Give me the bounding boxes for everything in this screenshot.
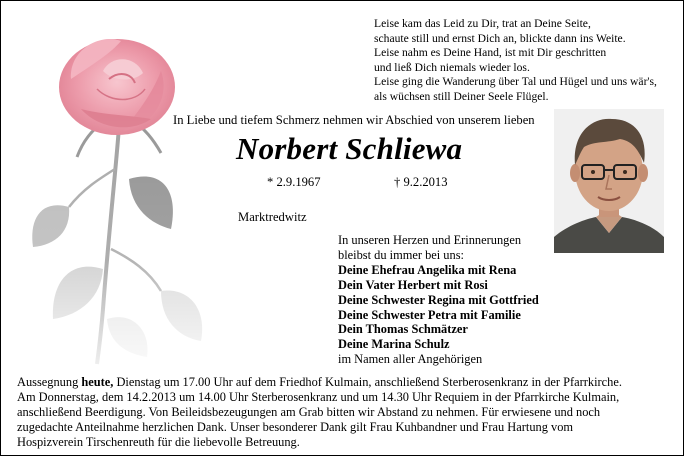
funeral-text: Aussegnung: [17, 375, 82, 389]
mourner-name: Dein Thomas Schmätzer: [338, 322, 468, 337]
funeral-details: [17, 375, 679, 450]
farewell-intro: In Liebe und tiefem Schmerz nehmen wir Abschied von unserem lieben: [173, 113, 535, 127]
birth-date: * 2.9.1967: [267, 175, 321, 189]
poem: [374, 17, 674, 105]
funeral-line: anschließend Beerdigung. Von Beileidsbezeugungen am Grab bitten wir Abstand zu nehmen. Für erwiesene und noch: [17, 404, 601, 419]
poem-line: als wüchsen still Deiner Seele Flügel.: [374, 89, 549, 103]
deceased-name: Norbert Schliewa: [236, 131, 463, 166]
poem-line: Leise kam das Leid zu Dir, trat an Deine Seite,: [374, 17, 591, 30]
mourner-name: Deine Schwester Regina mit Gottfried: [338, 292, 539, 307]
mourner-name: Deine Ehefrau Angelika mit Rena: [338, 262, 517, 277]
funeral-line: zugedachte Anteilnahme herzlichen Dank. Unser besonderer Dank gilt Frau Kuhbandner und Frau Hartung vom: [17, 419, 574, 434]
mourners-intro: In unseren Herzen und Erinnerungen: [338, 233, 522, 247]
poem-line: schaute still und ernst Dich an, blickte dann ins Weite.: [374, 31, 626, 45]
poem-line: Leise nahm es Deine Hand, ist mit Dir geschritten: [374, 46, 607, 60]
portrait-photo: [554, 109, 664, 253]
funeral-text: Dienstag um 17.00 Uhr auf dem Friedhof Kulmain, anschließend Sterberosenkranz in der Pfarrkirche.: [113, 375, 622, 389]
mourner-name: Dein Vater Herbert mit Rosi: [338, 277, 488, 292]
funeral-line: [17, 375, 679, 390]
death-date: † 9.2.2013: [394, 175, 448, 189]
funeral-line: Am Donnerstag, dem 14.2.2013 um 14.00 Uhr Sterberosenkranz und um 14.30 Uhr Requiem in der Pfarrkirche Kulmain,: [17, 389, 620, 404]
mourner-name: Deine Schwester Petra mit Familie: [338, 307, 521, 322]
mourners-closing: im Namen aller Angehörigen: [338, 352, 483, 367]
hometown: Marktredwitz: [238, 210, 307, 224]
mourner-name: Deine Marina Schulz: [338, 337, 450, 352]
funeral-emphasis: heute,: [81, 375, 114, 389]
mourners-block: [338, 233, 539, 367]
funeral-line: Hospizverein Tirschenreuth für die liebevolle Betreuung.: [17, 434, 300, 449]
poem-line: und ließ Dich niemals wieder los.: [374, 60, 530, 74]
poem-line: Leise ging die Wanderung über Tal und Hügel und uns wär's,: [374, 75, 657, 89]
rose-image: [11, 19, 221, 367]
mourners-intro: bleibst du immer bei uns:: [338, 247, 464, 262]
